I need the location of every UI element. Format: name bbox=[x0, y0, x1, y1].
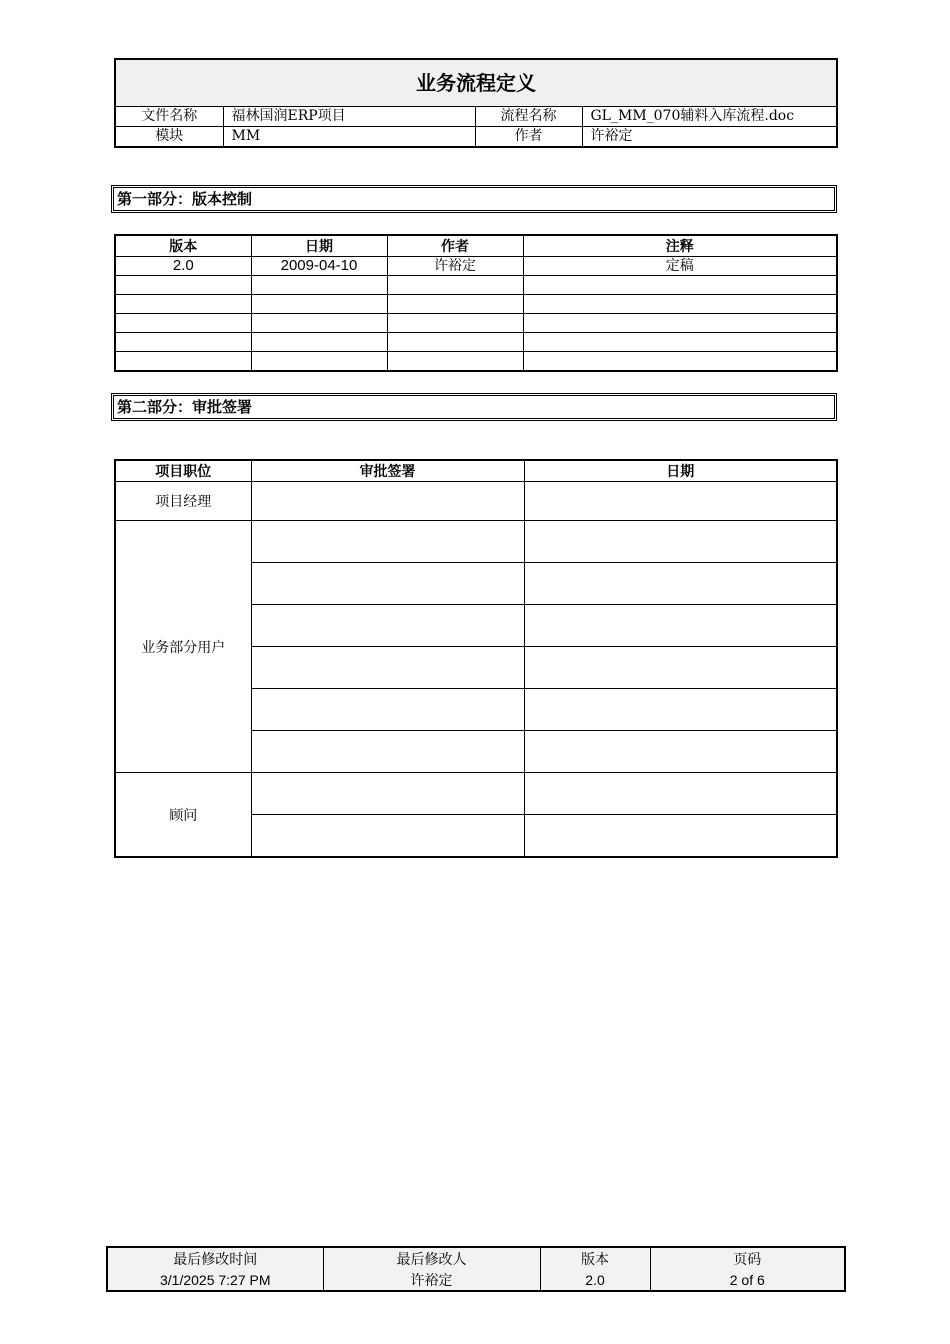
signature-cell[interactable] bbox=[251, 731, 524, 773]
date-cell[interactable] bbox=[251, 314, 387, 333]
signature-cell[interactable] bbox=[251, 605, 524, 647]
page-number-label: 页码 bbox=[650, 1247, 845, 1269]
signature-cell[interactable] bbox=[251, 773, 524, 815]
signature-cell[interactable] bbox=[251, 647, 524, 689]
date-cell[interactable] bbox=[524, 605, 837, 647]
column-header: 版本 bbox=[115, 235, 251, 257]
version-cell[interactable] bbox=[115, 314, 251, 333]
author-cell[interactable] bbox=[387, 352, 523, 372]
date-cell[interactable] bbox=[524, 773, 837, 815]
table-header-row bbox=[115, 235, 837, 257]
note-cell: 定稿 bbox=[523, 257, 837, 276]
date-cell[interactable] bbox=[251, 276, 387, 295]
date-cell[interactable] bbox=[251, 295, 387, 314]
column-header: 审批签署 bbox=[251, 460, 524, 482]
date-cell[interactable] bbox=[524, 563, 837, 605]
role-consultant: 顾问 bbox=[115, 773, 251, 858]
last-modified-time-value: 3/1/2025 7:27 PM bbox=[107, 1269, 323, 1291]
module-label: 模块 bbox=[115, 127, 223, 148]
version-control-table bbox=[114, 234, 838, 372]
signature-cell[interactable] bbox=[251, 563, 524, 605]
table-row bbox=[115, 257, 837, 276]
author-cell: 许裕定 bbox=[387, 257, 523, 276]
section-approval bbox=[111, 393, 837, 421]
note-cell[interactable] bbox=[523, 333, 837, 352]
version-value: 2.0 bbox=[540, 1269, 650, 1291]
table-row bbox=[115, 333, 837, 352]
table-row bbox=[115, 276, 837, 295]
process-name-label: 流程名称 bbox=[475, 107, 582, 127]
file-name-label: 文件名称 bbox=[115, 107, 223, 127]
page-footer-table bbox=[106, 1246, 846, 1292]
column-header: 日期 bbox=[524, 460, 837, 482]
role-business-user: 业务部分用户 bbox=[115, 521, 251, 773]
signature-cell[interactable] bbox=[251, 482, 524, 521]
file-name-value: 福林国润ERP项目 bbox=[223, 107, 475, 127]
version-cell[interactable] bbox=[115, 333, 251, 352]
column-header: 日期 bbox=[251, 235, 387, 257]
last-modified-by-value: 许裕定 bbox=[323, 1269, 540, 1291]
column-header: 作者 bbox=[387, 235, 523, 257]
section-title: 第二部分：审批签署 bbox=[113, 395, 835, 419]
table-row bbox=[115, 521, 837, 563]
date-cell[interactable] bbox=[524, 689, 837, 731]
version-cell[interactable] bbox=[115, 352, 251, 372]
approval-table bbox=[114, 459, 838, 858]
date-cell[interactable] bbox=[524, 731, 837, 773]
last-modified-time-label: 最后修改时间 bbox=[107, 1247, 323, 1269]
column-header: 项目职位 bbox=[115, 460, 251, 482]
process-name-value: GL_MM_070辅料入库流程.doc bbox=[582, 107, 837, 127]
date-cell[interactable] bbox=[524, 815, 837, 858]
note-cell[interactable] bbox=[523, 276, 837, 295]
date-cell: 2009-04-10 bbox=[251, 257, 387, 276]
note-cell[interactable] bbox=[523, 295, 837, 314]
version-label: 版本 bbox=[540, 1247, 650, 1269]
version-cell[interactable] bbox=[115, 276, 251, 295]
section-title: 第一部分：版本控制 bbox=[113, 187, 835, 211]
role-project-manager: 项目经理 bbox=[115, 482, 251, 521]
date-cell[interactable] bbox=[524, 482, 837, 521]
author-cell[interactable] bbox=[387, 276, 523, 295]
author-cell[interactable] bbox=[387, 295, 523, 314]
page-number-value: 2 of 6 bbox=[650, 1269, 845, 1291]
date-cell[interactable] bbox=[524, 647, 837, 689]
module-value: MM bbox=[223, 127, 475, 148]
author-value: 许裕定 bbox=[582, 127, 837, 148]
table-header-row bbox=[115, 460, 837, 482]
date-cell[interactable] bbox=[251, 333, 387, 352]
table-row bbox=[115, 352, 837, 372]
note-cell[interactable] bbox=[523, 352, 837, 372]
date-cell[interactable] bbox=[251, 352, 387, 372]
author-cell[interactable] bbox=[387, 333, 523, 352]
column-header: 注释 bbox=[523, 235, 837, 257]
version-cell[interactable] bbox=[115, 295, 251, 314]
signature-cell[interactable] bbox=[251, 815, 524, 858]
signature-cell[interactable] bbox=[251, 521, 524, 563]
last-modified-by-label: 最后修改人 bbox=[323, 1247, 540, 1269]
section-version-control bbox=[111, 185, 837, 213]
document-title: 业务流程定义 bbox=[115, 59, 837, 107]
signature-cell[interactable] bbox=[251, 689, 524, 731]
author-cell[interactable] bbox=[387, 314, 523, 333]
table-row bbox=[115, 482, 837, 521]
table-row bbox=[115, 314, 837, 333]
table-row bbox=[115, 773, 837, 815]
author-label: 作者 bbox=[475, 127, 582, 148]
version-cell: 2.0 bbox=[115, 257, 251, 276]
document-header-table bbox=[114, 58, 838, 148]
table-row bbox=[115, 295, 837, 314]
date-cell[interactable] bbox=[524, 521, 837, 563]
note-cell[interactable] bbox=[523, 314, 837, 333]
